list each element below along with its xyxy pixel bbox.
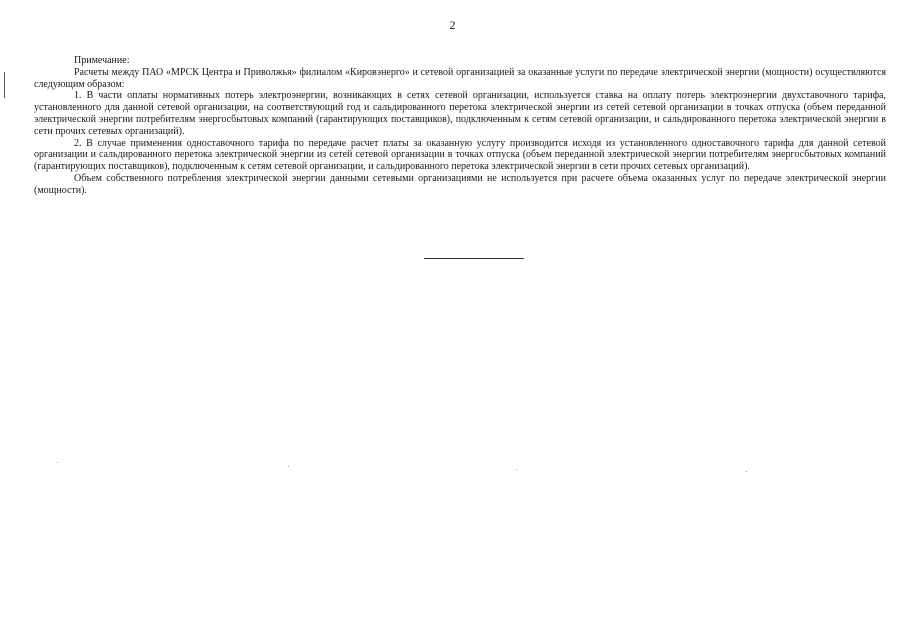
own-consumption-paragraph: Объем собственного потребления электрической энергии данными сетевыми организациями не используется при расчете объема оказанных услуг по передаче электрической энергии (мощности). — [34, 172, 886, 196]
margin-mark — [4, 72, 5, 98]
scan-speck — [516, 469, 517, 470]
scan-speck — [288, 466, 289, 467]
note-body — [34, 55, 886, 197]
scan-speck — [746, 471, 747, 472]
note-heading: Примечание: — [74, 55, 130, 66]
intro-paragraph: Расчеты между ПАО «МРСК Центра и Приволжья» филиалом «Кировэнерго» и сетевой организацией за оказанные услуги по передаче электрической энергии (мощности) осуществляются следующим образом: — [34, 66, 886, 90]
item-1-paragraph: 1. В части оплаты нормативных потерь электроэнергии, возникающих в сетях сетевой организации, используется ставка на оплату потерь электроэнергии двухставочного тарифа, установленного для данной сетевой организации, на соответствующий год и сальдированного перетока электрической энергии из сетей сетевой организации в точках отпуска (объем переданной электрической энергии потребителям энергосбытовых компаний (гарантирующих поставщиков), подключенным к сетям сетевой организации, и сальдированного перетока электрической энергии в сети прочих сетевых организаций). — [34, 90, 886, 137]
page-number: 2 — [449, 18, 456, 32]
end-divider — [424, 258, 524, 259]
item-2-paragraph: 2. В случае применения одноставочного тарифа по передаче расчет платы за оказанную услугу производится исходя из установленного одноставочного тарифа для данной сетевой организации и сальдированного перетока электрической энергии из сетей сетевой организации в точках отпуска (объем переданной электрической энергии потребителям энергосбытовых компаний (гарантирующих поставщиков), подключенным к сетям сетевой организации, и сальдированного перетока электрической энергии в сети прочих сетевых организаций). — [34, 137, 886, 173]
scan-speck — [57, 462, 58, 463]
